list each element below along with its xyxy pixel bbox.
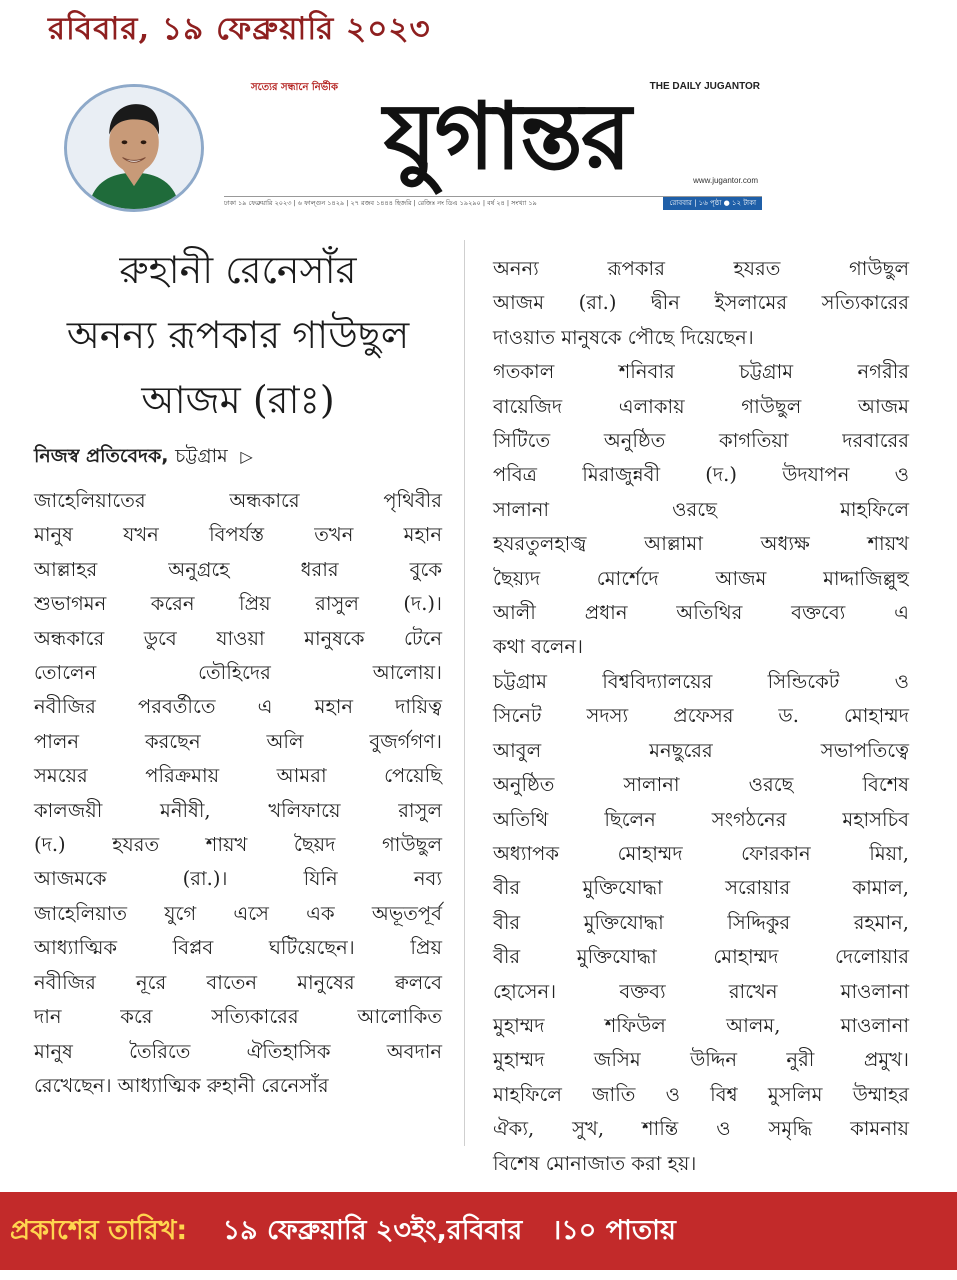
article-line: জাহেলিয়াতের অন্ধকারে পৃথিবীর (34, 489, 442, 512)
article-line: দান করে সত্যিকারের আলোকিত (34, 1005, 442, 1029)
masthead-website: www.jugantor.com (693, 176, 758, 185)
person-photo-icon (67, 87, 201, 209)
masthead-english-name: THE DAILY JUGANTOR (649, 81, 760, 92)
article-line: পালন করছেন অলি বুজর্গগণ। (34, 729, 442, 753)
article-line: আধ্যাত্মিক বিপ্লব ঘটিয়েছেন। প্রিয় (34, 936, 442, 960)
article-line: বিশেষ মোনাজাত করা হয়। (493, 1151, 697, 1175)
article-right-column (493, 252, 909, 1181)
article-line: আজমকে (রা.)। যিনি নব্য (34, 867, 442, 891)
avatar (64, 84, 204, 212)
article-line: বীর মুক্তিযোদ্ধা সরোয়ার কামাল, (493, 876, 909, 900)
article-line: আলী প্রধান অতিথির বক্তব্যে এ (493, 601, 909, 625)
article-line: ছৈয়্যদ মোর্শেদে আজম মাদ্দাজিল্লুহু (493, 566, 909, 590)
article-line: পবিত্র মিরাজুন্নবী (দ.) উদযাপন ও (493, 463, 909, 487)
article-line: রেখেছেন। আধ্যাত্মিক রুহানী রেনেসাঁর (34, 1073, 329, 1097)
article-line: সিটিতে অনুষ্ঠিত কাগতিয়া দরবারের (493, 429, 909, 453)
article-line: সালানা ওরছে মাহফিলে (493, 497, 909, 521)
article-line: দাওয়াত মানুষকে পৌছে দিয়েছেন। (493, 325, 754, 349)
footer-label: প্রকাশের তারিখ: (10, 1215, 188, 1246)
article-line: বীর মুক্তিযোদ্ধা সিদ্দিকুর রহমান, (493, 910, 909, 934)
article-line: কালজয়ী মনীষী, খলিফায়ে রাসুল (34, 798, 442, 822)
byline-place: চট্টগ্রাম (175, 445, 228, 467)
article-body-right (493, 252, 909, 1181)
article-line: মুহাম্মদ জসিম উদ্দিন নুরী প্রমুখ। (493, 1048, 909, 1072)
article-line: কথা বলেন। (493, 635, 583, 659)
article-line: চট্টগ্রাম বিশ্ববিদ্যালয়ের সিন্ডিকেট ও (493, 669, 909, 693)
article-line: (দ.) হযরত শায়খ ছৈয়দ গাউছুল (34, 833, 442, 857)
article-line: অনুষ্ঠিত সালানা ওরছে বিশেষ (493, 773, 909, 797)
article-line: আল্লাহর অনুগ্রহে ধরার বুকে (34, 557, 442, 581)
article-line: ঐক্য, সুখ, শান্তি ও সমৃদ্ধি কামনায় (493, 1117, 909, 1141)
article-line: আজম (রা.) দ্বীন ইসলামের সত্যিকারের (493, 291, 909, 315)
article-line: অতিথি ছিলেন সংগঠনের মহাসচিব (493, 807, 909, 831)
byline-arrow-icon: ▷ (240, 447, 253, 466)
article-line: হযরতুলহাজ্ব আল্লামা অধ্যক্ষ শায়খ (493, 532, 909, 556)
masthead-strip-text: ঢাকা ১৯ ফেব্রুয়ারি ২০২৩ | ৬ ফাল্গুন ১৪২৯ | ২৭ রজব ১৪৪৪ হিজরি | রেজিঃ নং ডিএ ১৯২৯০ | বর্ষ ২৪ | সংখ্যা ১৯ (224, 199, 537, 207)
article-line: অন্ধকারে ডুবে যাওয়া মানুষকে টেনে (34, 626, 442, 650)
article-line: শুভাগমন করেন প্রিয় রাসুল (দ.)। (34, 592, 442, 616)
newspaper-masthead (28, 72, 764, 214)
masthead-tagline: সত্যের সন্ধানে নির্ভীক (251, 82, 339, 93)
headline-line: আজম (রাঃ) (141, 378, 335, 422)
article-line: তোলেন তৌহিদের আলোয়। (34, 661, 442, 685)
article-line: জাহেলিয়াত যুগে এসে এক অভূতপূর্ব (34, 901, 442, 925)
headline-line: অনন্য রূপকার গাউছুল (66, 313, 410, 357)
article-left-column (34, 216, 442, 1103)
masthead-info-strip (224, 196, 762, 210)
masthead-strip-badge: রোববার | ১৬ পৃষ্ঠা ● ১২ টাকা (663, 197, 762, 210)
publication-footer (0, 1192, 957, 1270)
article-line: মুহাম্মদ শফিউল আলম, মাওলানা (493, 1013, 909, 1037)
byline-reporter: নিজস্ব প্রতিবেদক, (34, 445, 169, 467)
article-line: আবুল মনছুরের সভাপতিত্বে (493, 738, 909, 762)
headline-line: রুহানী রেনেসাঁর (119, 248, 357, 292)
article-line: বায়েজিদ এলাকায় গাউছুল আজম (493, 394, 909, 418)
masthead-title: যুগান্তর (383, 82, 630, 190)
article-line: অধ্যাপক মোহাম্মদ ফোরকান মিয়া, (493, 841, 909, 865)
article-byline (34, 439, 442, 474)
article-line: সিনেট সদস্য প্রফেসর ড. মোহাম্মদ (493, 704, 909, 728)
footer-date: ১৯ ফেব্রুয়ারি ২৩ইং,রবিবার (222, 1215, 523, 1246)
article-body-left (34, 484, 442, 1103)
article-line: গতকাল শনিবার চট্টগ্রাম নগরীর (493, 360, 909, 384)
article-line: নবীজির নূরে বাতেন মানুষের ক্বলবে (34, 970, 442, 994)
article-line: মানুষ তৈরিতে ঐতিহাসিক অবদান (34, 1039, 442, 1063)
article-line: নবীজির পরবর্তীতে এ মহান দায়িত্ব (34, 695, 442, 719)
article-line: সময়ের পরিক্রমায় আমরা পেয়েছি (34, 764, 442, 788)
article-line: হোসেন। বক্তব্য রাখেন মাওলানা (493, 979, 909, 1003)
page-date: রবিবার, ১৯ ফেব্রুয়ারি ২০২৩ (48, 11, 431, 47)
article-line: মাহফিলে জাতি ও বিশ্ব মুসলিম উম্মাহর (493, 1082, 909, 1106)
article-headline (34, 238, 442, 433)
column-divider (464, 240, 465, 1146)
article-line: বীর মুক্তিযোদ্ধা মোহাম্মদ দেলোয়ার (493, 945, 909, 969)
article-line: অনন্য রূপকার হযরত গাউছুল (493, 257, 909, 280)
news-article (28, 216, 930, 1175)
article-line: মানুষ যখন বিপর্যস্ত তখন মহান (34, 523, 442, 547)
footer-page: ।১০ পাতায় (551, 1215, 676, 1246)
